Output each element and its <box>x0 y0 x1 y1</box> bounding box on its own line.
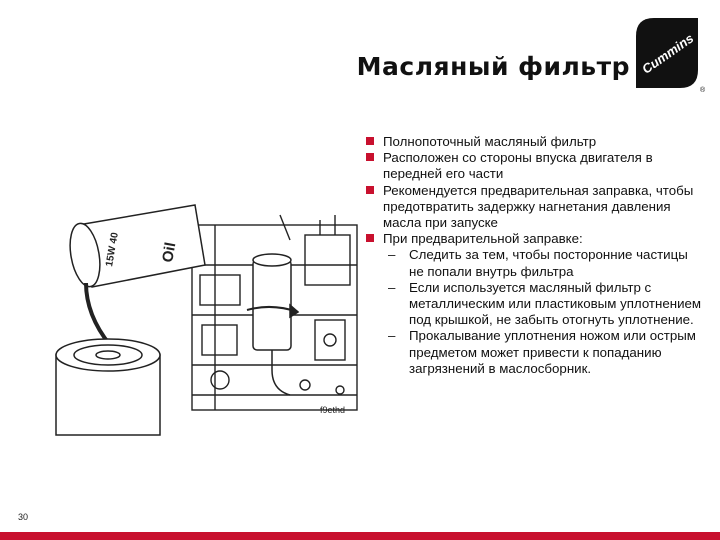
sub-bullet-item: – Если используется масляный фильтр с металлическим или пластиковым уплотнением под крышкой, не забыть отогнуть уплотнение. <box>388 279 702 328</box>
logo-registered-mark: ® <box>700 87 706 94</box>
bullet-item: Расположен со стороны впуска двигателя в передней его части <box>364 150 704 182</box>
bullet-marker-icon <box>366 153 374 161</box>
bullet-marker-icon <box>366 137 374 145</box>
mounted-filter <box>247 254 298 395</box>
bullet-marker-icon <box>366 186 374 194</box>
bullet-item: При предварительной заправке: – Следить за тем, чтобы посторонние частицы не попали внутрь фильтра – Если используется масляный фильтр с металлическим или пластиковым уплотнением под крышкой, не забыть отогнуть уплотнение. – Прокалывание уплотнения ножом или острым предметом может привести к попаданию загрязнений в маслосборник. <box>364 231 704 377</box>
oil-bottle <box>66 205 205 289</box>
sub-bullet-item: – Прокалывание уплотнения ножом или острым предметом может привести к попаданию загрязнений в маслосборник. <box>388 328 696 376</box>
oil-filter-illustration <box>20 195 365 430</box>
dash-marker-icon: – <box>388 279 396 295</box>
bullet-item: Рекомендуется предварительная заправка, чтобы предотвратить задержку нагнетания давления масла при запуске <box>364 183 704 232</box>
page-number: 30 <box>18 512 29 522</box>
bullet-marker-icon <box>366 234 374 242</box>
slide-title: Масляный фильтр <box>356 52 630 81</box>
new-oil-filter <box>56 339 160 435</box>
sub-bullet-list <box>383 247 704 377</box>
figure-code: f9ethd <box>320 405 346 415</box>
cummins-logo <box>632 14 704 92</box>
bottle-label-grade: 15W 40 <box>104 231 121 268</box>
oil-stream <box>86 283 110 345</box>
dash-marker-icon: – <box>388 328 396 344</box>
sub-bullet-item: – Следить за тем, чтобы посторонние частицы не попали внутрь фильтра <box>388 247 688 279</box>
dash-marker-icon: – <box>388 247 396 263</box>
logo-text: Cummins <box>639 30 697 77</box>
bottle-label-brand: Oil <box>159 241 180 264</box>
bottom-accent-bar <box>0 532 720 540</box>
bullet-list <box>364 134 704 377</box>
bullet-item: Полнопоточный масляный фильтр <box>364 134 704 150</box>
